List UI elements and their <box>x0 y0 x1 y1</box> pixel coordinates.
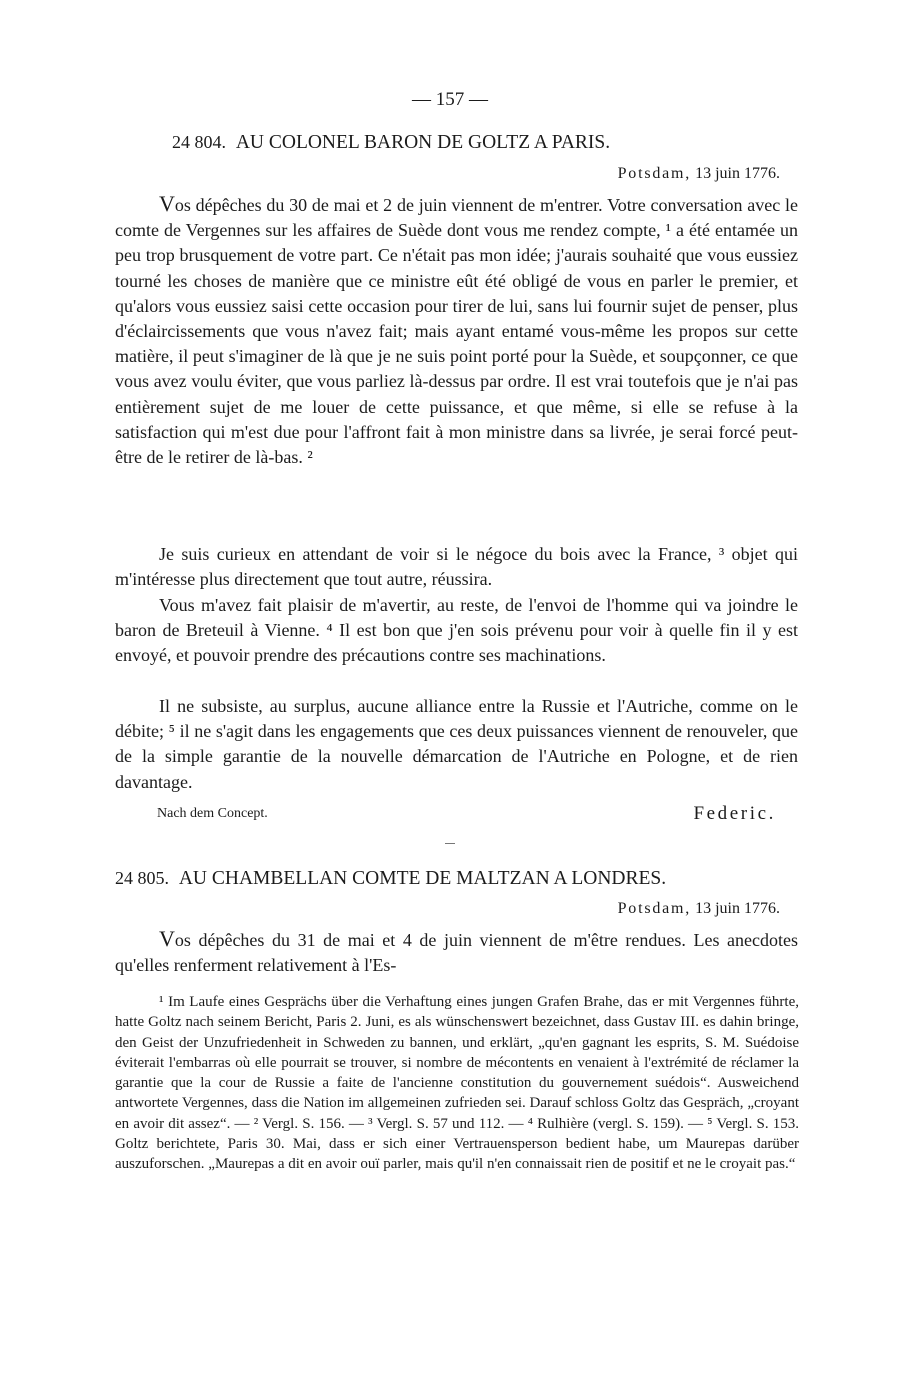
paragraph-text: os dépêches du 31 de mai et 4 de juin viennent de m'être rendues. Les anecdotes qu'elles renferment relativement à l'Es- <box>115 930 798 976</box>
letter-date: 13 juin 1776. <box>695 165 780 182</box>
footnotes <box>115 992 799 1175</box>
letter-title: AU COLONEL BARON DE GOLTZ A PARIS. <box>235 132 611 153</box>
initial-letter: V <box>159 191 175 216</box>
initial-letter: V <box>159 926 175 951</box>
page-number: — 157 — <box>412 89 488 110</box>
letter-date: 13 juin 1776. <box>695 900 780 917</box>
letter-paragraph: Vous m'avez fait plaisir de m'avertir, au reste, de l'envoi de l'homme qui va joindre le baron de Breteuil à Vienne. ⁴ Il est bon que j'en sois prévenu pour voir à quelle fin il y est envoyé, et pouvoir prendre des précautions contre ses machinations. <box>115 595 798 666</box>
section-divider <box>445 843 455 844</box>
letter-paragraph: Il ne subsiste, au surplus, aucune alliance entre la Russie et l'Autriche, comme on le débite; ⁵ il ne s'agit dans les engagements que ces deux puissances viennent de renouveler, que de la simple garantie de la nouvelle démarcation de l'Autriche en Pologne, et de rien davantage. <box>115 696 798 792</box>
letter-number: 24 804. <box>172 132 226 152</box>
paragraph-text: os dépêches du 30 de mai et 2 de juin viennent de m'entrer. Votre conversation avec le comte de Vergennes sur les affaires de Suède dont vous me rendez compte, ¹ a été entamée un peu trop brusquement de votre part. Ce n'était pas mon idée; j'aurais souhaité que vous eussiez tourné les choses de manière que ce ministre eût été obligé de vous en parler le premier, et qu'alors vous eussiez saisi cette occasion pour tirer de lui, sans lui fournir sujet de penser, plus d'éclaircissements que vous n'avez fait; mais ayant entamé vous-même les propos sur cette matière, il peut s'imaginer de là que je ne suis point porté pour la Suède, et soupçonner, ce que vous avez voulu éviter, que vous parliez là-dessus par ordre. Il est vrai toutefois que je n'ai pas entièrement sujet de me louer de cette puissance, et que même, si elle se refuse à la satisfaction qui m'est due pour l'affront fait à mon ministre dans sa livrée, je serai forcé peut-être de le retirer de là-bas. ² <box>115 195 798 468</box>
source-note: Nach dem Concept. <box>157 806 268 821</box>
letter-place: Potsdam, <box>617 165 692 182</box>
letter-place: Potsdam, <box>617 900 692 917</box>
footnote-text: ¹ Im Laufe eines Gesprächs über die Verhaftung eines jungen Grafen Brahe, das er mit Vergennes führte, hatte Goltz nach seinem Bericht, Paris 2. Juni, es als wünschenswert bezeichnet, dass Gustav III. es dahin bringe, den Geist der Unzufriedenheit in Schweden zu bannen, und erklärt, „qu'en gagnant les esprits, S. M. Suédoise éviterait l'embarras où elle pourrait se trouver, si nombre de mécontents en venaient à l'extrémité de réclamer la garantie que la cour de Russie a faite de l'ancienne constitution du gouvernement suédois“. Ausweichend antwortete Vergennes, dass die Nation im allgemeinen zufrieden sei. Darauf schloss Goltz das Gespräch, „croyant en avoir dit assez“. — ² Vergl. S. 156. — ³ Vergl. S. 57 und 112. — ⁴ Rulhière (vergl. S. 159). — ⁵ Vergl. S. 153. Goltz berichtete, Paris 30. Mai, dass er sich einer Vertrauensperson bedient habe, um Maurepas darüber auszuforschen. „Maurepas a dit en avoir ouï parler, mais qu'il n'en connaissait rien de positif et ne le croyait pas.“ <box>115 994 799 1173</box>
letter-dateline <box>618 900 780 918</box>
letter-paragraph <box>115 926 798 978</box>
letter-number: 24 805. <box>115 868 169 888</box>
letter-heading <box>172 132 780 154</box>
letter-title: AU CHAMBELLAN COMTE DE MALTZAN A LONDRES. <box>178 868 667 889</box>
letter-dateline <box>618 165 780 183</box>
letter-paragraph: Je suis curieux en attendant de voir si le négoce du bois avec la France, ³ objet qui m'intéresse plus directement que tout autre, réussira. <box>115 544 798 590</box>
letter-paragraph <box>115 191 798 470</box>
letter-heading <box>115 868 799 890</box>
signature: Federic. <box>693 803 776 824</box>
